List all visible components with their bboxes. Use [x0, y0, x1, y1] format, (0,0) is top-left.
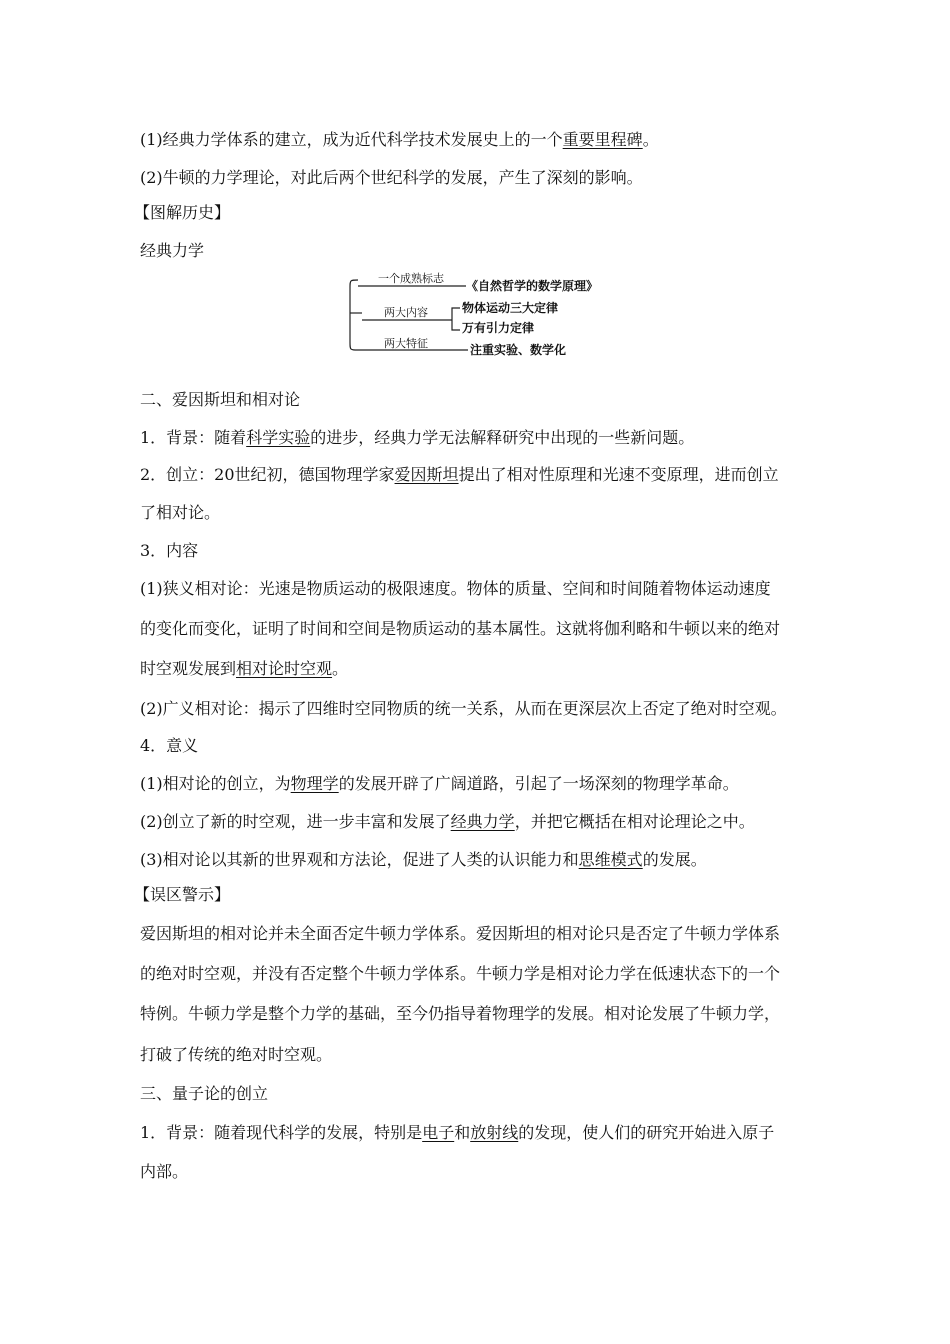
text: (1)经典力学体系的建立，成为近代科学技术发展史上的一个 — [140, 130, 563, 149]
paragraph-special-relativity-2: 的变化而变化，证明了时间和空间是物质运动的基本属性。这就将伽利略和牛顿以来的绝对 — [140, 619, 781, 638]
text: 1．背景：随着现代科学的发展，特别是 — [140, 1123, 423, 1142]
paragraph-quantum-background — [140, 1121, 820, 1145]
paragraph-meaning-3 — [140, 848, 820, 872]
text: 2．创立：20世纪初，德国物理学家 — [140, 465, 395, 484]
text: 的发展。 — [642, 850, 707, 869]
text: 提出了相对性原理和光速不变原理，进而创立 — [458, 465, 779, 484]
paragraph-meaning-2 — [140, 810, 820, 834]
paragraph-background — [140, 426, 820, 450]
underlined-term: 思维模式 — [578, 850, 643, 869]
underlined-term: 科学实验 — [246, 428, 311, 447]
text: 的发现，使人们的研究开始进入原子 — [518, 1123, 775, 1142]
text: 的发展开辟了广阔道路，引起了一场深刻的物理学革命。 — [338, 774, 739, 793]
paragraph-meaning-1 — [140, 772, 820, 796]
underlined-term: 放射线 — [470, 1123, 519, 1142]
paragraph-special-relativity-3 — [140, 657, 820, 681]
paragraph-general-relativity: (2)广义相对论：揭示了四维时空同物质的统一关系，从而在更深层次上否定了绝对时空观。 — [140, 699, 787, 718]
underlined-term: 相对论时空观 — [236, 659, 333, 678]
leaf-three-laws: 物体运动三大定律 — [462, 301, 559, 315]
subheading-meaning: 4．意义 — [140, 736, 199, 755]
leaf-principia: 《自然哲学的数学原理》 — [466, 279, 599, 293]
diagram-title: 经典力学 — [140, 241, 205, 260]
heading-illustrated-history: 【图解历史】 — [134, 203, 231, 222]
text: 。 — [642, 130, 659, 149]
paragraph-creation-cont: 了相对论。 — [140, 503, 221, 522]
paragraph-milestone — [140, 128, 820, 152]
text: (3)相对论以其新的世界观和方法论，促进了人类的认识能力和 — [140, 850, 579, 869]
warning-line-2: 的绝对时空观，并没有否定整个牛顿力学体系。牛顿力学是相对论力学在低速状态下的一个 — [140, 964, 781, 983]
underlined-term: 爱因斯坦 — [394, 465, 459, 484]
paragraph-special-relativity: (1)狭义相对论：光速是物质运动的极限速度。物体的质量、空间和时间随着物体运动速度 — [140, 579, 771, 598]
underlined-term: 物理学 — [290, 774, 339, 793]
subheading-content: 3．内容 — [140, 541, 199, 560]
warning-line-1: 爱因斯坦的相对论并未全面否定牛顿力学体系。爱因斯坦的相对论只是否定了牛顿力学体系 — [140, 924, 781, 943]
text: 1．背景：随着 — [140, 428, 247, 447]
leaf-gravitation: 万有引力定律 — [462, 321, 535, 335]
text: 时空观发展到 — [140, 659, 237, 678]
text: ，并把它概括在相对论理论之中。 — [514, 812, 755, 831]
leaf-experiment-math: 注重实验、数学化 — [470, 343, 567, 357]
paragraph-creation — [140, 463, 820, 487]
heading-warning: 【误区警示】 — [134, 885, 231, 904]
branch-features-label: 两大特征 — [384, 337, 428, 350]
section-title-quantum: 三、量子论的创立 — [140, 1084, 269, 1103]
text: (1)相对论的创立，为 — [140, 774, 291, 793]
underlined-term: 重要里程碑 — [562, 130, 643, 149]
section-title-einstein: 二、爱因斯坦和相对论 — [140, 390, 301, 409]
text: 和 — [454, 1123, 471, 1142]
warning-line-3: 特例。牛顿力学是整个力学的基础，至今仍指导着物理学的发展。相对论发展了牛顿力学， — [140, 1004, 781, 1023]
underlined-term: 电子 — [422, 1123, 455, 1142]
branch-maturity-label: 一个成熟标志 — [378, 272, 444, 285]
branch-contents-label: 两大内容 — [384, 306, 428, 319]
paragraph-quantum-background-2: 内部。 — [140, 1162, 189, 1181]
underlined-term: 经典力学 — [450, 812, 515, 831]
warning-line-4: 打破了传统的绝对时空观。 — [140, 1045, 333, 1064]
text: 的进步，经典力学无法解释研究中出现的一些新问题。 — [310, 428, 695, 447]
text: (2)创立了新的时空观，进一步丰富和发展了 — [140, 812, 451, 831]
paragraph-influence: (2)牛顿的力学理论，对此后两个世纪科学的发展，产生了深刻的影响。 — [140, 168, 643, 187]
text: 。 — [332, 659, 349, 678]
classical-mechanics-diagram — [340, 268, 620, 364]
